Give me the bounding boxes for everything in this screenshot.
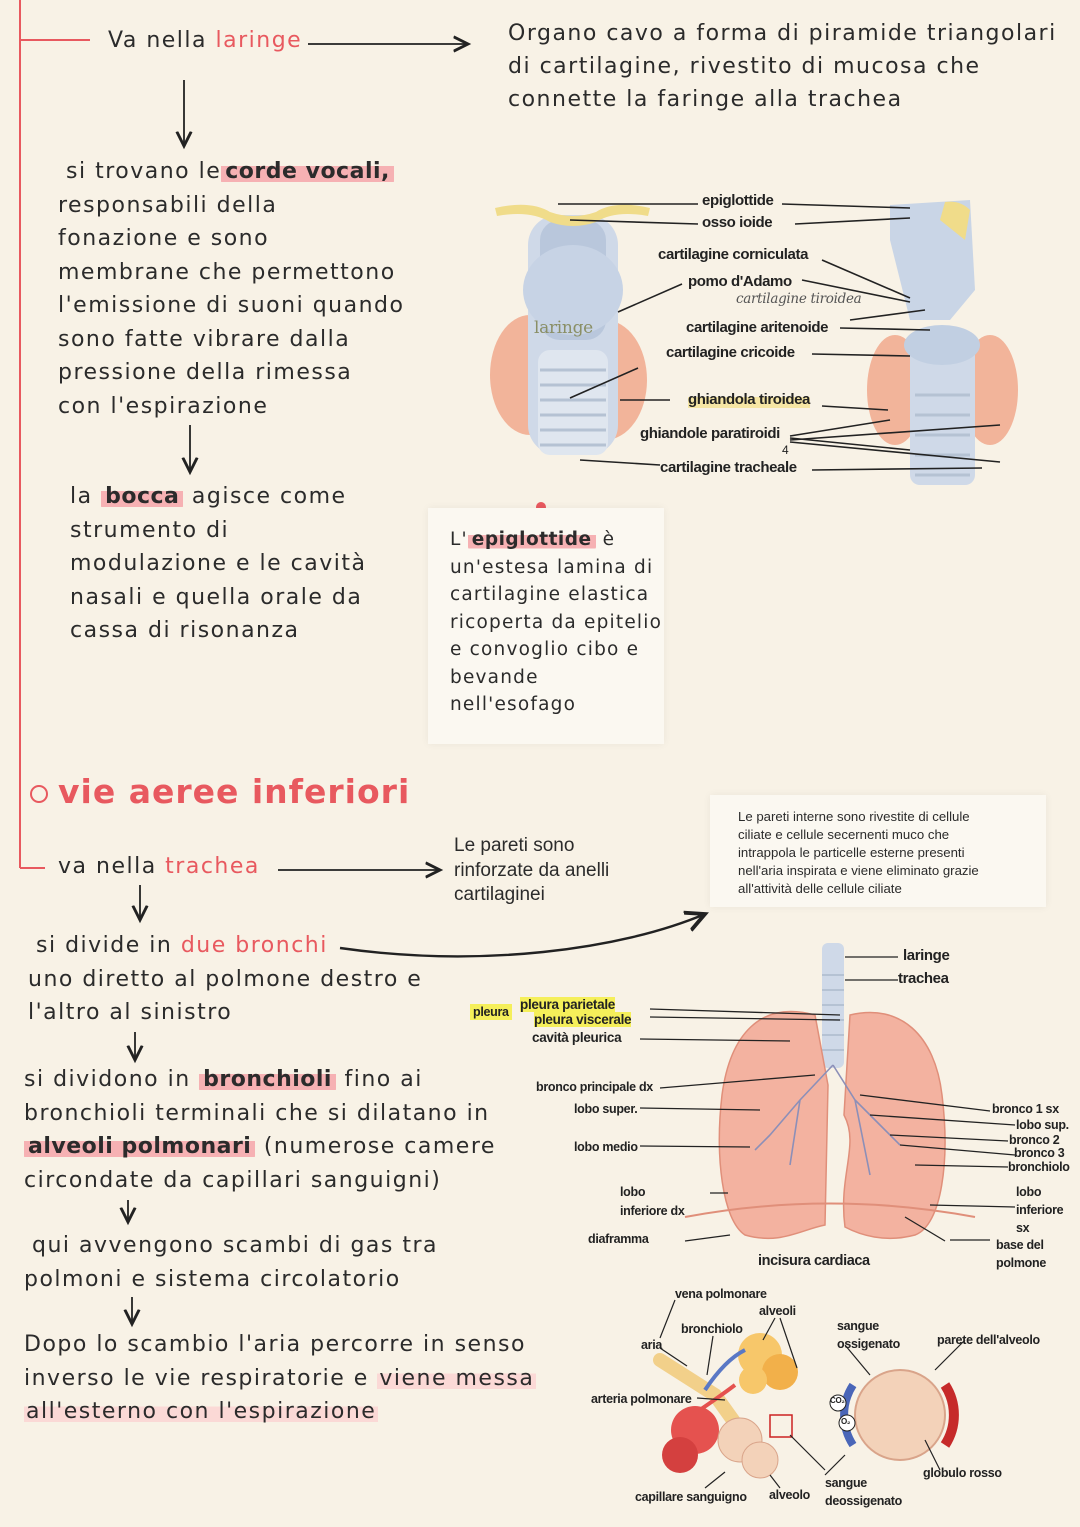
- lung-label-lobo-sup: lobo super.: [574, 1102, 638, 1116]
- bronchi-block: [28, 929, 422, 1030]
- exchange-line: polmoni e sistema circolatorio: [24, 1266, 401, 1292]
- lung-label-bronco1: bronco 1 sx: [992, 1102, 1059, 1116]
- final-pre: inverso le vie respiratorie e: [24, 1365, 378, 1391]
- trachea-note-line: rinforzate da anelli: [454, 859, 610, 881]
- lung-label-base: base del: [996, 1238, 1044, 1252]
- lung-label-pleura: pleura: [470, 1004, 512, 1020]
- mouth-line: strumento di: [70, 517, 230, 543]
- bronchi-line: l'altro al sinistro: [28, 1000, 233, 1025]
- larynx-keyword: laringe: [215, 28, 303, 53]
- cilia-line: all'attività delle cellule ciliate: [738, 881, 902, 896]
- single-alveolus: [830, 1370, 954, 1460]
- alv-label-co2: CO₂: [830, 1396, 845, 1405]
- alveoli-keyword: alveoli polmonari: [24, 1134, 255, 1159]
- alv-label-aria: aria: [641, 1338, 663, 1352]
- vocal-line: con l'espirazione: [58, 393, 269, 419]
- lung-label-bronchiolo: bronchiolo: [1008, 1160, 1070, 1174]
- heading-text: vie aeree inferiori: [58, 772, 411, 811]
- final-highlight-2: all'esterno con l'espirazione: [26, 1399, 377, 1424]
- epi-line: e convoglio cibo e: [450, 639, 640, 660]
- alv-label-sangue-oss-2: ossigenato: [837, 1337, 900, 1351]
- lung-label-lobo-medio: lobo medio: [574, 1140, 638, 1154]
- mouth-line: nasali e quella orale da: [70, 584, 363, 610]
- trachea-note-line: cartilaginei: [454, 884, 545, 905]
- cilia-line: ciliate e cellule secernenti muco che: [738, 827, 950, 842]
- vocal-line: membrane che permettono: [58, 259, 396, 285]
- epi-post: è: [595, 529, 616, 550]
- bronchi-pre: si divide in: [36, 933, 181, 958]
- lung-label-bronco-dx: bronco principale dx: [536, 1080, 653, 1094]
- lung-label-incisura: incisura cardiaca: [758, 1253, 870, 1269]
- alveoli-line: circondate da capillari sanguigni): [24, 1167, 442, 1193]
- vocal-line: fonazione e sono: [58, 226, 270, 251]
- lung-label-lobo-inf-sx-2: inferiore: [1016, 1203, 1064, 1217]
- alv-label-sangue-deoss: sangue: [825, 1476, 867, 1490]
- epiglottis-note: [428, 508, 664, 744]
- bullet-icon: [30, 785, 48, 803]
- mouth-keyword: bocca: [101, 484, 183, 509]
- mouth-post: agisce come: [183, 484, 347, 509]
- alv-label-sangue-oss: sangue: [837, 1319, 879, 1333]
- vocal-cords-keyword: corde vocali,: [221, 159, 394, 184]
- mouth-block: [70, 480, 366, 648]
- alv-label-sangue-deoss-2: deossigenato: [825, 1494, 902, 1508]
- vocal-line: l'emissione di suoni quando: [58, 293, 405, 318]
- vocal-pre: si trovano le: [66, 159, 222, 184]
- epi-line: bevande: [450, 666, 539, 688]
- label-ghiandola-tiroidea: ghiandola tiroidea: [688, 391, 810, 408]
- lung-label-bronco2: bronco 2: [1009, 1133, 1060, 1147]
- label-osso-ioide: osso ioide: [702, 214, 773, 231]
- trachea-keyword: trachea: [165, 854, 260, 879]
- trachea-note-line: Le pareti sono: [454, 835, 575, 856]
- vocal-line: pressione della rimessa: [58, 360, 353, 385]
- alv-label-alveoli: alveoli: [759, 1304, 796, 1318]
- alv-label-capillare: capillare sanguigno: [635, 1490, 747, 1504]
- lung-label-bronco3: bronco 3: [1014, 1146, 1065, 1160]
- label-tracheale: cartilagine tracheale: [660, 459, 797, 476]
- epi-line: un'estesa lamina di: [450, 556, 654, 578]
- definition-line: di cartilagine, rivestito di mucosa che: [508, 54, 981, 79]
- bronchioli-keyword: bronchioli: [199, 1067, 336, 1092]
- alv-label-globulo: globulo rosso: [923, 1466, 1002, 1480]
- lung-label-base-2: polmone: [996, 1256, 1046, 1270]
- lung-diagram: [460, 935, 1080, 1275]
- definition-line: Organo cavo a forma di piramide triangolari: [508, 21, 1057, 46]
- alv-label-alveolo: alveolo: [769, 1488, 810, 1502]
- lung-label-diaframma: diaframma: [588, 1232, 649, 1246]
- label-tiroidea: cartilagine tiroidea: [736, 291, 862, 307]
- label-corniculata: cartilagine corniculata: [658, 246, 809, 263]
- label-aritenoide: cartilagine aritenoide: [686, 319, 829, 336]
- final-highlight: viene messa: [379, 1365, 535, 1391]
- cilia-line: Le pareti interne sono rivestite di cellule: [738, 809, 970, 824]
- lungs: [685, 943, 975, 1238]
- lung-label-lobo-inf-sx: lobo: [1016, 1185, 1042, 1199]
- label-number: 4: [782, 443, 789, 457]
- lung-label-lobo-inf-sx-3: sx: [1016, 1221, 1030, 1235]
- larynx-intro: [108, 24, 302, 58]
- cilia-line: intrappola le particelle esterne presenti: [738, 845, 965, 860]
- vocal-line: responsabili della: [58, 192, 278, 218]
- exchange-line: qui avvengono scambi di gas tra: [32, 1233, 438, 1258]
- trachea-line: [58, 850, 260, 884]
- label-pomo-adamo: pomo d'Adamo: [688, 273, 792, 290]
- mouth-pre: la: [70, 484, 93, 509]
- cilia-note: [710, 795, 1046, 907]
- alveoli-diagram: [585, 1280, 1055, 1520]
- larynx-side-view: [867, 200, 1018, 485]
- larynx-diagram: [470, 180, 1030, 490]
- intro-text: Va nella: [108, 28, 216, 53]
- bronchi-line: uno diretto al polmone destro e: [28, 966, 423, 992]
- section-heading: [30, 772, 410, 811]
- definition-line: connette la faringe alla trachea: [508, 87, 903, 112]
- larynx-center-label: laringe: [534, 318, 593, 338]
- lung-label-lobo-sup-sx: lobo sup.: [1016, 1118, 1069, 1132]
- exchange-block: [24, 1229, 438, 1296]
- final-line: Dopo lo scambio l'aria percorre in senso: [24, 1332, 526, 1357]
- cilia-line: nell'aria inspirata e viene eliminato grazie: [738, 863, 979, 878]
- trachea-note: [454, 834, 609, 908]
- lung-label-lobo-inf-dx-2: inferiore dx: [620, 1204, 685, 1218]
- lung-label-trachea: trachea: [898, 970, 949, 987]
- bronchioli-pre: si dividono in: [24, 1067, 200, 1092]
- epi-line: cartilagine elastica: [450, 584, 650, 605]
- lung-label-pleura-viscerale: pleura viscerale: [534, 1012, 632, 1027]
- alv-label-bronchiolo: bronchiolo: [681, 1322, 743, 1336]
- alv-label-vena: vena polmonare: [675, 1287, 767, 1301]
- alv-label-arteria: arteria polmonare: [591, 1392, 692, 1406]
- epiglottis-keyword: epiglottide: [468, 529, 596, 550]
- larynx-definition: [508, 17, 1057, 116]
- label-paratiroidi: ghiandole paratiroidi: [640, 425, 780, 442]
- epi-line: ricoperta da epitelio: [450, 611, 663, 633]
- mouth-line: modulazione e le cavità: [70, 551, 367, 576]
- lung-label-pleura-parietale: pleura parietale: [520, 997, 615, 1012]
- mouth-line: cassa di risonanza: [70, 618, 300, 643]
- epi-line: nell'esofago: [450, 694, 577, 715]
- bronchioles-block: [24, 1063, 496, 1197]
- lung-label-laringe: laringe: [903, 947, 950, 964]
- alv-label-parete: parete dell'alveolo: [937, 1333, 1040, 1347]
- epi-pre: L': [450, 529, 468, 550]
- vocal-cords-block: [58, 155, 404, 423]
- label-cricoide: cartilagine cricoide: [666, 344, 795, 361]
- vocal-line: sono fatte vibrare dalla: [58, 326, 351, 352]
- final-block: [24, 1328, 536, 1429]
- alveoli-post: (numerose camere: [255, 1134, 496, 1159]
- trachea-pre: va nella: [58, 854, 166, 879]
- lung-label-lobo-inf-dx: lobo: [620, 1185, 646, 1199]
- bronchioli-post: fino ai: [335, 1067, 423, 1092]
- alv-label-o2: O₂: [841, 1417, 851, 1426]
- lung-label-cavita: cavità pleurica: [532, 1030, 622, 1045]
- bronchioli-line: bronchioli terminali che si dilatano in: [24, 1100, 490, 1126]
- label-epiglottide: epiglottide: [702, 192, 774, 209]
- bronchi-keyword: due bronchi: [180, 933, 328, 958]
